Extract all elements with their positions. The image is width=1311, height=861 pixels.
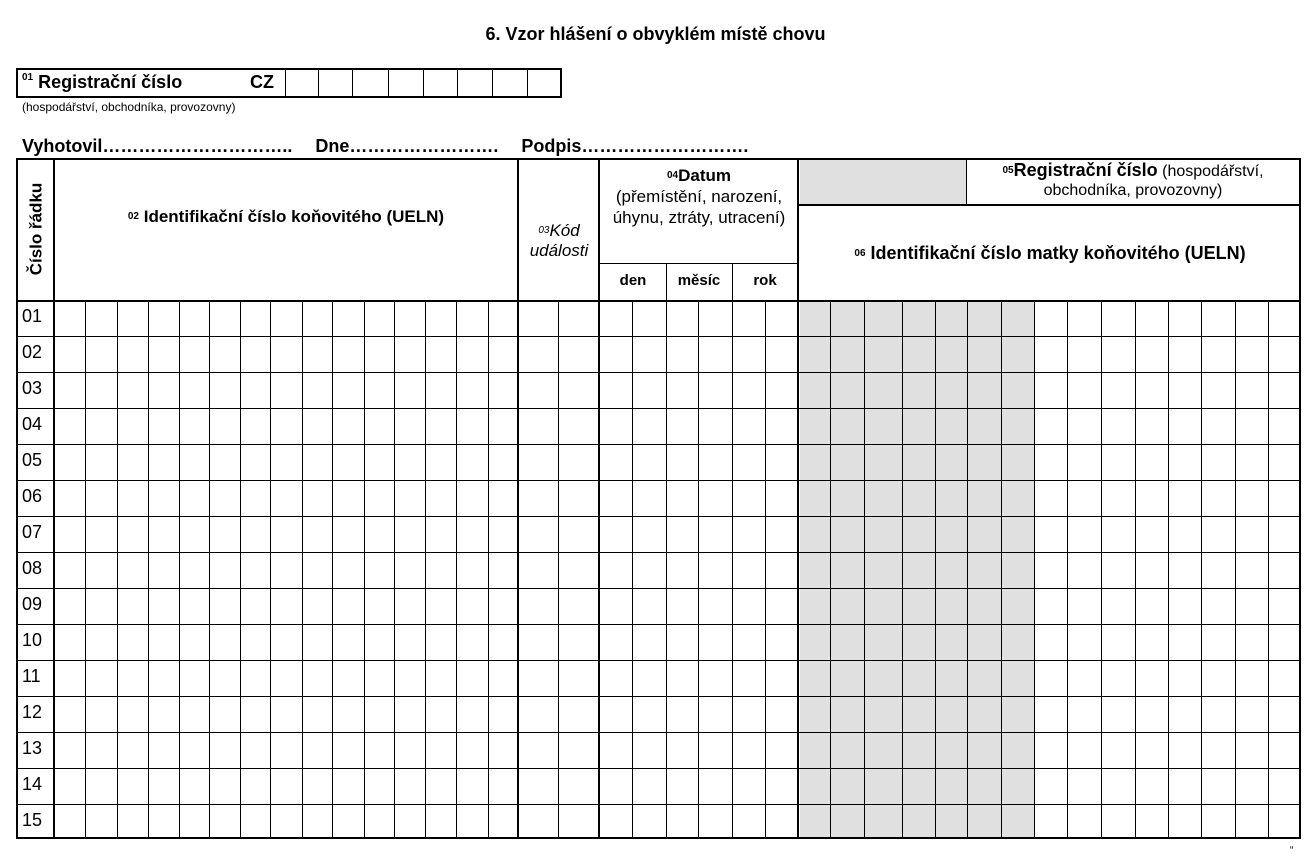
registration-label-text: Registrační číslo (38, 72, 183, 92)
date-sub-separator (732, 263, 733, 839)
cell-line (456, 300, 457, 839)
cell-line (270, 300, 271, 839)
cell-line (1201, 300, 1202, 839)
reg-header-shade (800, 160, 966, 204)
row-number: 08 (22, 558, 43, 578)
cell-line (1135, 300, 1136, 839)
cell-line (765, 300, 766, 839)
registration-subtitle: (hospodářství, obchodníka, provozovny) (22, 100, 236, 114)
prepared-by-field[interactable]: Vyhotovil………………………….. (22, 136, 293, 156)
cell-line (698, 300, 699, 839)
date-year-label: rok (753, 272, 777, 289)
row-number: 01 (22, 306, 43, 326)
row-number: 10 (22, 630, 43, 650)
cell-line (558, 300, 559, 839)
row-number: 11 (22, 666, 41, 686)
column-separator (53, 158, 55, 839)
cell-line (488, 300, 489, 839)
cell-line (1101, 300, 1102, 839)
cell-line (864, 300, 865, 839)
row-number: 15 (22, 810, 43, 830)
date-header: $^{04}$Datum (přemístění, narození, úhynu, ztráty, utracení) (612, 166, 786, 227)
registration-label (22, 72, 182, 93)
corner-mark: “ (1290, 845, 1294, 856)
reg-header-line (798, 204, 1301, 206)
column-separator (797, 158, 799, 839)
row-number: 14 (22, 774, 43, 794)
cell-line (364, 300, 365, 839)
event-code-header: $^{03}$Kód události (529, 221, 589, 260)
cell-line (148, 300, 149, 839)
row-number: 06 (22, 486, 43, 506)
cell-line (1034, 300, 1035, 839)
cell-line (332, 300, 333, 839)
cell-line (967, 300, 968, 839)
row-number: 07 (22, 522, 43, 542)
registration-cell[interactable] (318, 68, 319, 98)
registration-cell[interactable] (423, 68, 424, 98)
reg-header-separator (966, 160, 967, 204)
registration-cell[interactable] (492, 68, 493, 98)
cell-line (1268, 300, 1269, 839)
date-field[interactable]: Dne……………………. (315, 136, 499, 156)
registration-cells (285, 68, 562, 98)
date-sub-separator (666, 263, 667, 839)
registration-cell[interactable] (352, 68, 353, 98)
registration-cell[interactable] (388, 68, 389, 98)
signature-field[interactable]: Podpis………………………. (521, 136, 749, 156)
cell-line (179, 300, 180, 839)
cell-line (240, 300, 241, 839)
cell-line (425, 300, 426, 839)
date-day-label: den (619, 272, 647, 289)
row-number: 09 (22, 594, 43, 614)
row-number-header: Číslo řádku (26, 182, 45, 276)
cell-line (830, 300, 831, 839)
cell-line (117, 300, 118, 839)
mother-id-header: $^{06}$ Identifikační číslo matky koňovitého (UELN) (854, 243, 1246, 263)
cell-line (1235, 300, 1236, 839)
row-number: 13 (22, 738, 43, 758)
cell-line (632, 300, 633, 839)
page-title: 6. Vzor hlášení o obvyklém místě chovu (485, 24, 826, 44)
row-number: 03 (22, 378, 43, 398)
reg-body-shade (800, 302, 1034, 837)
cell-line (85, 300, 86, 839)
date-month-label: měsíc (677, 272, 721, 289)
row-number: 02 (22, 342, 43, 362)
cell-line (209, 300, 210, 839)
cell-line (302, 300, 303, 839)
row-number: 05 (22, 450, 43, 470)
reg-number-header: $^{05}$Registrační číslo (hospodářství, obchodníka, provozovny) (1002, 160, 1264, 199)
id-number-header: $^{02}$ Identifikační číslo koňovitého (UELN) (127, 207, 445, 226)
signature-line (22, 136, 766, 157)
registration-country: CZ (250, 72, 274, 92)
registration-cell[interactable] (285, 68, 286, 98)
cell-line (394, 300, 395, 839)
registration-cell[interactable] (457, 68, 458, 98)
cell-line (1067, 300, 1068, 839)
cell-line (1168, 300, 1169, 839)
cell-line (902, 300, 903, 839)
cell-line (935, 300, 936, 839)
registration-number: 01 (22, 72, 34, 83)
row-number: 04 (22, 414, 43, 434)
row-number: 12 (22, 702, 43, 722)
registration-cell[interactable] (527, 68, 528, 98)
cell-line (1001, 300, 1002, 839)
